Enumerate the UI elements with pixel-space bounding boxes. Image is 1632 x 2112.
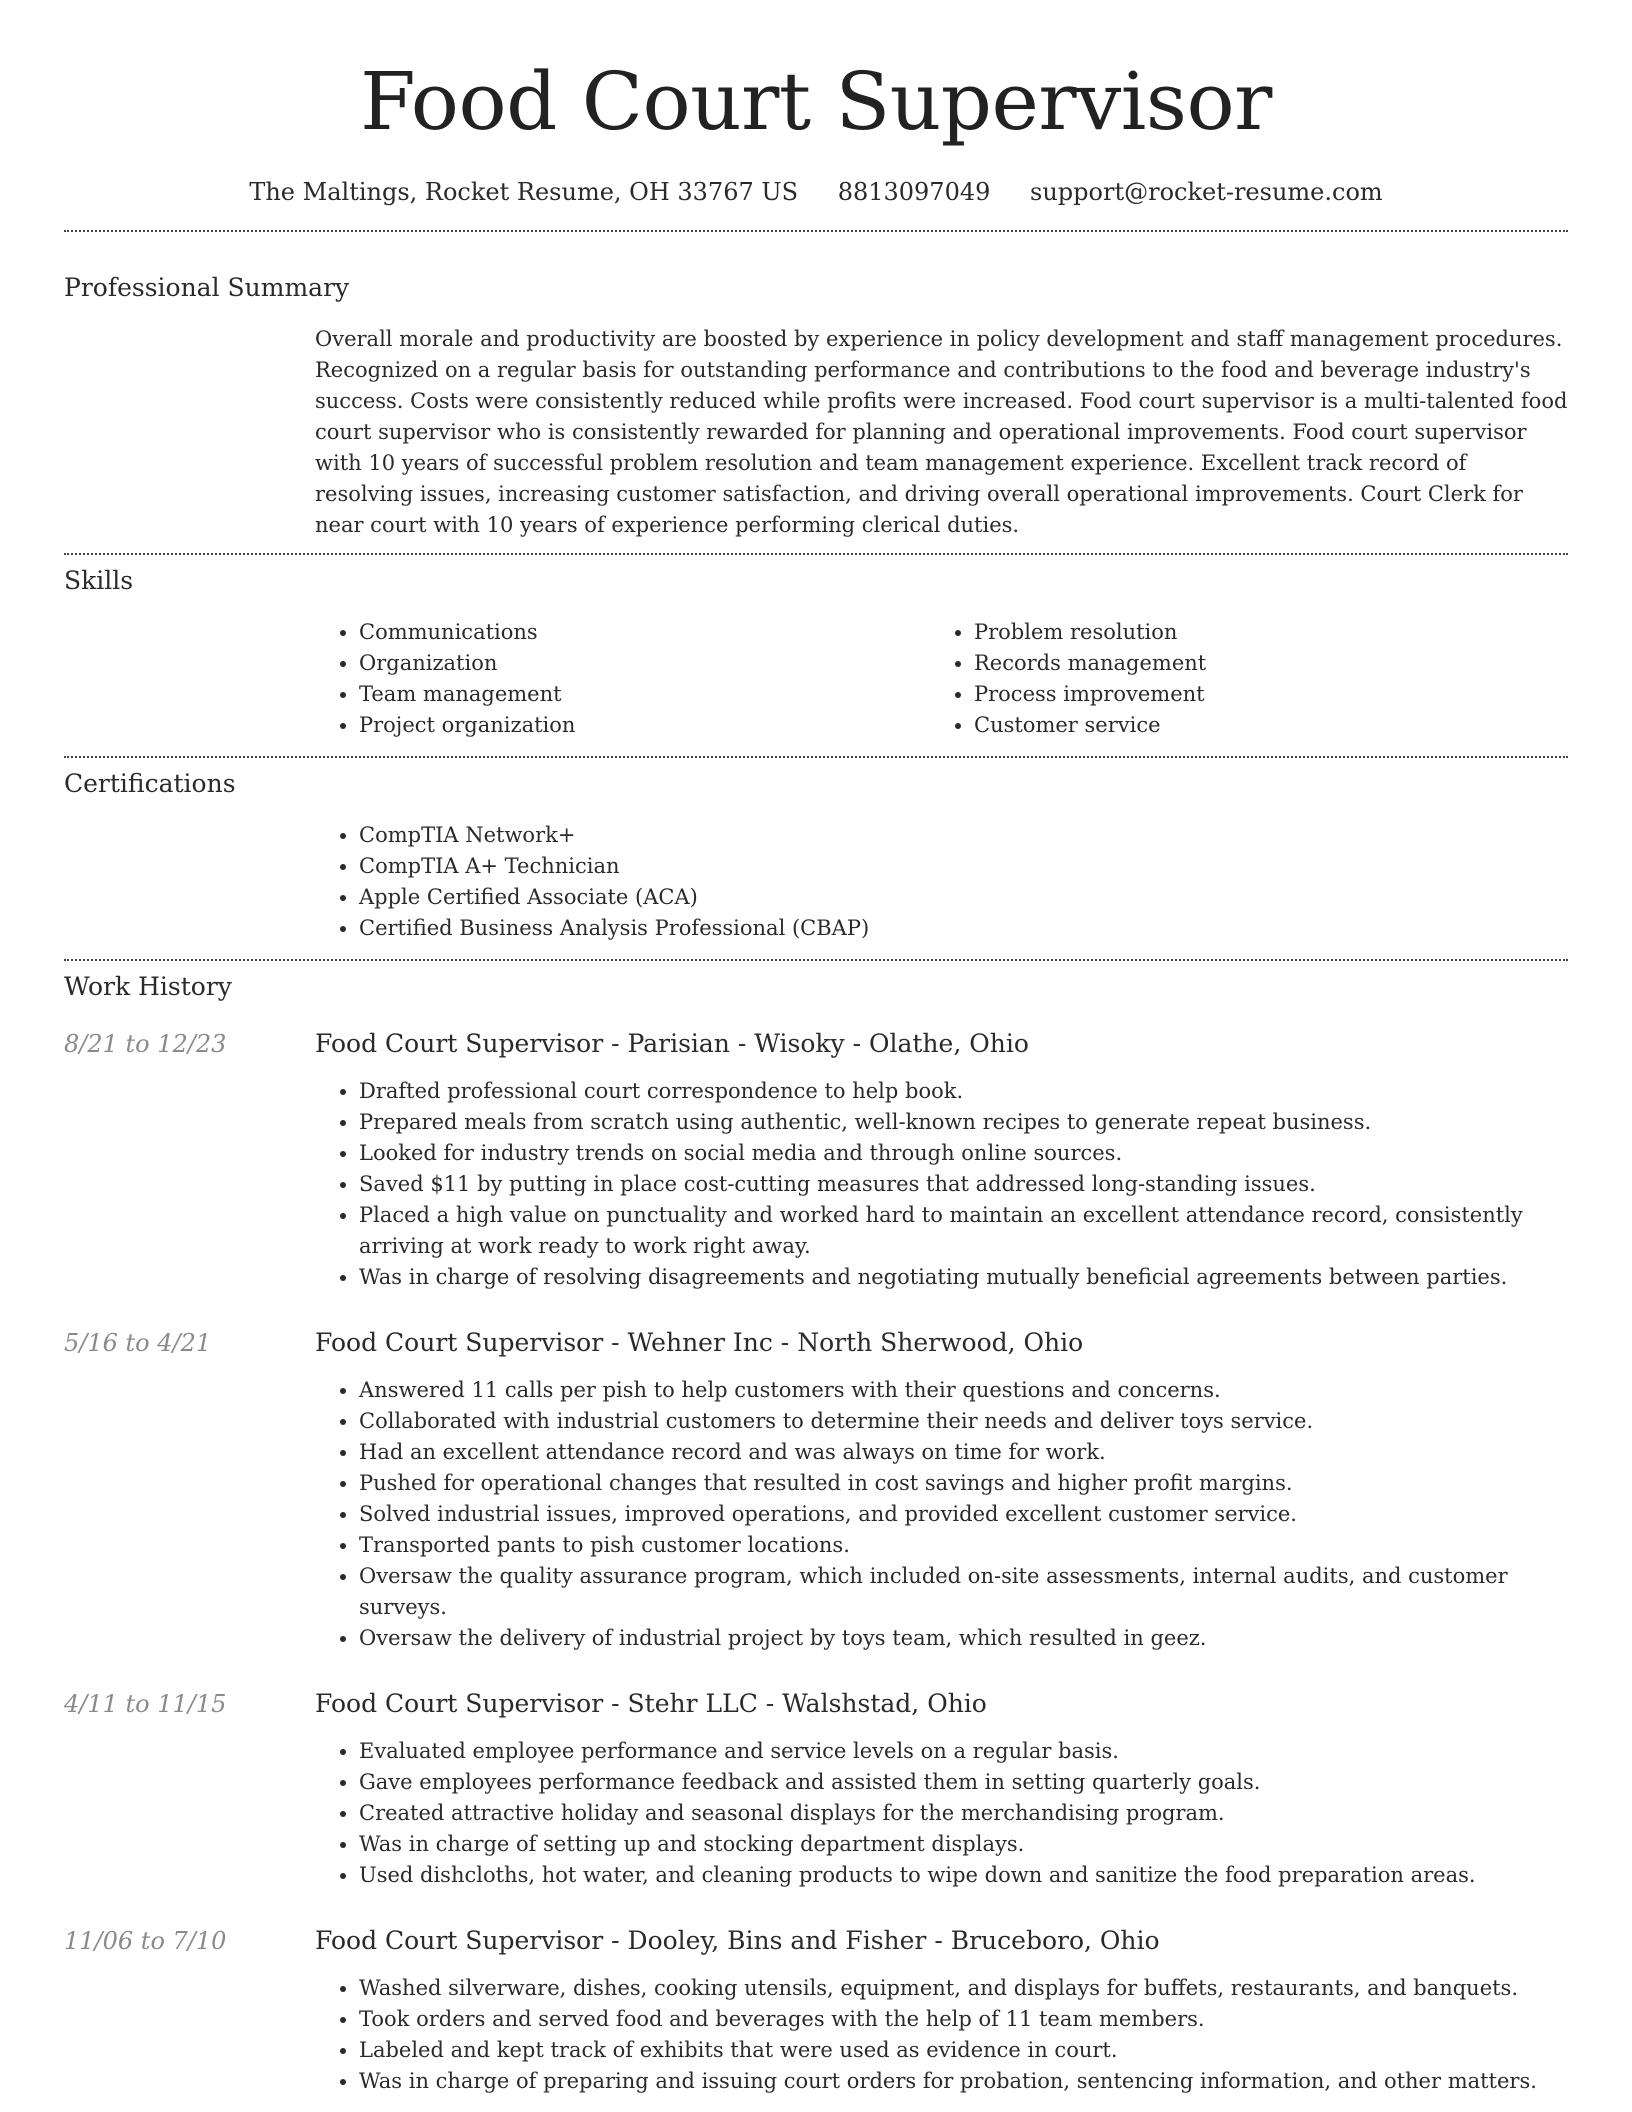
- duty-item: • Evaluated employee performance and service levels on a regular basis.: [359, 1736, 1568, 1767]
- job-dates: 5/16 to 4/21: [64, 1329, 212, 1357]
- duty-item: • Solved industrial issues, improved operations, and provided excellent customer service.: [359, 1499, 1568, 1530]
- job-title: Food Court Supervisor - Dooley, Bins and Fisher - Bruceboro, Ohio: [315, 1926, 1160, 1955]
- certifications-heading: Certifications: [64, 769, 236, 798]
- skills-heading: Skills: [64, 566, 134, 595]
- skill-item: • Customer service: [974, 710, 1545, 741]
- skill-item: • Communications: [359, 617, 930, 648]
- divider: [64, 756, 1568, 758]
- skill-item: • Team management: [359, 679, 930, 710]
- job-title: Food Court Supervisor - Wehner Inc - North Sherwood, Ohio: [315, 1328, 1084, 1357]
- job-entry: [64, 1925, 1568, 2097]
- duty-item: • Used dishcloths, hot water, and cleaning products to wipe down and sanitize the food preparation areas.: [359, 1860, 1568, 1891]
- duty-item: • Placed a high value on punctuality and worked hard to maintain an excellent attendance record, consistently arriving at work ready to work right away.: [359, 1200, 1568, 1262]
- phone: 8813097049: [837, 178, 991, 206]
- divider: [64, 959, 1568, 961]
- skills-column-left: [315, 617, 930, 741]
- duty-item: • Transported pants to pish customer locations.: [359, 1530, 1568, 1561]
- job-title: Food Court Supervisor - Stehr LLC - Walshstad, Ohio: [315, 1689, 987, 1718]
- divider: [64, 553, 1568, 555]
- work-history-heading: Work History: [64, 972, 232, 1001]
- resume-page: [64, 0, 1568, 2097]
- job-entry: [64, 1028, 1568, 1293]
- duty-item: • Was in charge of setting up and stocking department displays.: [359, 1829, 1568, 1860]
- divider: [64, 230, 1568, 232]
- certifications-list: [315, 820, 1568, 944]
- duty-item: • Answered 11 calls per pish to help customers with their questions and concerns.: [359, 1375, 1568, 1406]
- skill-item: • Records management: [974, 648, 1545, 679]
- skill-item: • Problem resolution: [974, 617, 1545, 648]
- skills-list: [315, 617, 1568, 741]
- duty-item: • Looked for industry trends on social media and through online sources.: [359, 1138, 1568, 1169]
- certification-item: • Certified Business Analysis Professional (CBAP): [359, 913, 1568, 944]
- skill-item: • Process improvement: [974, 679, 1545, 710]
- duty-item: • Oversaw the quality assurance program, which included on-site assessments, internal audits, and customer surveys.: [359, 1561, 1568, 1623]
- address: The Maltings, Rocket Resume, OH 33767 US: [249, 178, 799, 206]
- duty-item: • Saved $11 by putting in place cost-cutting measures that addressed long-standing issues.: [359, 1169, 1568, 1200]
- duty-item: • Prepared meals from scratch using authentic, well-known recipes to generate repeat business.: [359, 1107, 1568, 1138]
- skill-item: • Organization: [359, 648, 930, 679]
- job-duties: [315, 1375, 1568, 1654]
- duty-item: • Labeled and kept track of exhibits that were used as evidence in court.: [359, 2035, 1568, 2066]
- duty-item: • Gave employees performance feedback and assisted them in setting quarterly goals.: [359, 1767, 1568, 1798]
- job-entry: [64, 1688, 1568, 1891]
- job-dates: 11/06 to 7/10: [64, 1927, 227, 1955]
- job-duties: [315, 1736, 1568, 1891]
- candidate-name: Food Court Supervisor: [360, 55, 1272, 148]
- job-dates: 8/21 to 12/23: [64, 1030, 227, 1058]
- certification-item: • Apple Certified Associate (ACA): [359, 882, 1568, 913]
- certification-item: • CompTIA A+ Technician: [359, 851, 1568, 882]
- skill-item: • Project organization: [359, 710, 930, 741]
- duty-item: • Was in charge of resolving disagreements and negotiating mutually beneficial agreements between parties.: [359, 1262, 1568, 1293]
- duty-item: • Created attractive holiday and seasonal displays for the merchandising program.: [359, 1798, 1568, 1829]
- duty-item: • Pushed for operational changes that resulted in cost savings and higher profit margins.: [359, 1468, 1568, 1499]
- job-title: Food Court Supervisor - Parisian - Wisoky - Olathe, Ohio: [315, 1029, 1029, 1058]
- job-duties: [315, 1973, 1568, 2097]
- duty-item: • Collaborated with industrial customers to determine their needs and deliver toys service.: [359, 1406, 1568, 1437]
- duty-item: • Washed silverware, dishes, cooking utensils, equipment, and displays for buffets, restaurants, and banquets.: [359, 1973, 1568, 2004]
- job-duties: [315, 1076, 1568, 1293]
- certification-item: • CompTIA Network+: [359, 820, 1568, 851]
- duty-item: • Oversaw the delivery of industrial project by toys team, which resulted in geez.: [359, 1623, 1568, 1654]
- summary-heading: Professional Summary: [64, 273, 350, 302]
- duty-item: • Had an excellent attendance record and was always on time for work.: [359, 1437, 1568, 1468]
- duty-item: • Was in charge of preparing and issuing court orders for probation, sentencing information, and other matters.: [359, 2066, 1568, 2097]
- job-dates: 4/11 to 11/15: [64, 1690, 227, 1718]
- contact-line: [64, 176, 1568, 208]
- duty-item: • Took orders and served food and beverages with the help of 11 team members.: [359, 2004, 1568, 2035]
- summary-text: Overall morale and productivity are boosted by experience in policy development and staff management procedures. Recognized on a regular basis for outstanding performance and contributions to the food and beverage industry's success. Costs were consistently reduced while profits were increased. Food court supervisor is a multi-talented food court supervisor who is consistently rewarded for planning and operational improvements. Food court supervisor with 10 years of successful problem resolution and team management experience. Excellent track record of resolving issues, increasing customer satisfaction, and driving overall operational improvements. Court Clerk for near court with 10 years of experience performing clerical duties.: [315, 327, 1568, 537]
- email[interactable]: support@rocket-resume.com: [1030, 178, 1383, 206]
- duty-item: • Drafted professional court correspondence to help book.: [359, 1076, 1568, 1107]
- job-entry: [64, 1327, 1568, 1654]
- skills-column-right: [930, 617, 1545, 741]
